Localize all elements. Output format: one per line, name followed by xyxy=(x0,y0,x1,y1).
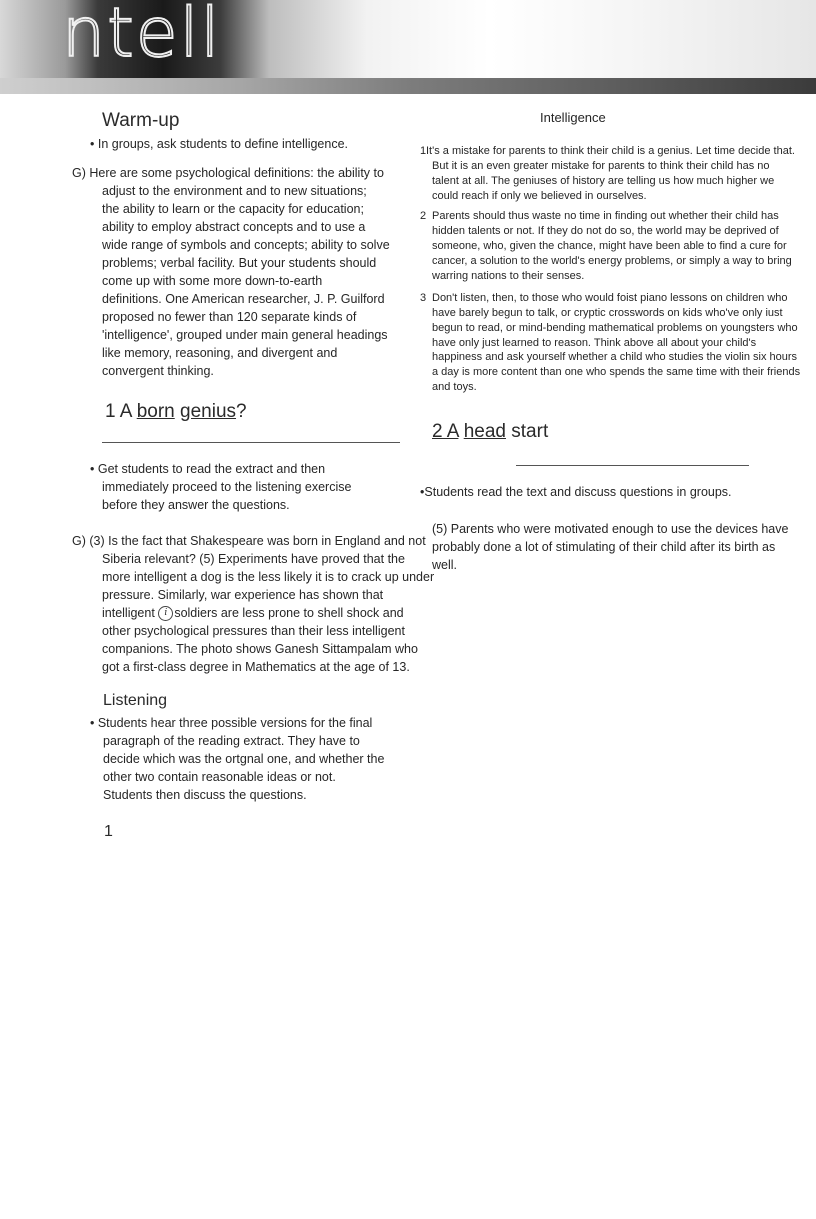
warmup-line: adjust to the environment and to new situations; xyxy=(102,184,367,198)
paragraph-line: It's a mistake for parents to think their child is a genius. Let time decide that. xyxy=(426,145,795,157)
section2-bullet-text: Students read the text and discuss questions in groups. xyxy=(424,485,732,499)
warmup-line: problems; verbal facility. But your students should xyxy=(102,256,377,270)
paragraph-line: could reach if only we believed in ourselves. xyxy=(432,190,647,202)
paragraph-number: 1 xyxy=(420,145,427,157)
warmup-bullet: • In groups, ask students to define intelligence. xyxy=(90,137,349,151)
section1-note-line: Siberia relevant? (5) Experiments have proved that the xyxy=(102,552,405,566)
paragraph-line: happiness and ask yourself whether a child who studies the violin six hours xyxy=(432,351,798,363)
section2-note-line: well. xyxy=(432,558,458,572)
section1-tail: ? xyxy=(236,401,247,422)
section1-heading xyxy=(105,401,247,423)
listening-line: Students then discuss the questions. xyxy=(103,788,307,802)
warmup-line: the ability to learn or the capacity for education; xyxy=(102,202,364,216)
paragraph-line: have only just learned to reason. Think above all about your child's xyxy=(432,337,757,349)
section1-rule xyxy=(102,442,400,443)
section2-number: 2 A xyxy=(432,421,459,442)
reading-title: Intelligence xyxy=(540,110,606,125)
section1-note-line: pressure. Similarly, war experience has shown that xyxy=(102,588,384,602)
warmup-line: like memory, reasoning, and divergent and xyxy=(102,346,338,360)
listening-line: other two contain reasonable ideas or not. xyxy=(103,770,336,784)
section2-note-line: probably done a lot of stimulating of their child after its birth as xyxy=(432,540,776,554)
section1-bullet-line: before they answer the questions. xyxy=(102,498,290,512)
section1-word-born: born xyxy=(136,401,175,422)
warmup-line: G) Here are some psychological definitions: the ability to xyxy=(72,166,384,180)
section2-rule xyxy=(516,465,749,466)
paragraph-line: cancer, a solution to the world's energy problems, or simply a way to bring xyxy=(432,255,792,267)
section1-bullet-line: immediately proceed to the listening exercise xyxy=(102,480,352,494)
paragraph-number: 3 xyxy=(420,292,427,304)
paragraph-line: begun to read, or mind-bending mathematical problems on youngsters who xyxy=(432,322,798,334)
section1-bullet-line: • Get students to read the extract and then xyxy=(90,462,326,476)
section2-word-head: head xyxy=(463,421,506,442)
paragraph-line: someone, who, given the chance, might have been able to find a cure for xyxy=(432,240,787,252)
paragraph-line: a day is more content than one who spends the same time with their friends xyxy=(432,366,801,378)
section1-note-line: other psychological pressures than their less intelligent xyxy=(102,624,405,638)
paragraph-line: But it is an even greater mistake for parents to think their child has no xyxy=(432,160,770,172)
warmup-line: 'intelligence', grouped under main general headings xyxy=(102,328,388,342)
section1-note-line xyxy=(102,604,404,622)
listening-line: paragraph of the reading extract. They have to xyxy=(103,734,360,748)
banner-title: ntell xyxy=(62,0,222,73)
warmup-line: come up with some more down-to-earth xyxy=(102,274,323,288)
section1-word-genius: genius xyxy=(180,401,237,422)
section1-note-word: intelligent xyxy=(102,606,155,620)
paragraph-line: warring nations to their senses. xyxy=(432,270,585,282)
warmup-line: ability to employ abstract concepts and to use a xyxy=(102,220,366,234)
paragraph-line: Parents should thus waste no time in finding out whether their child has xyxy=(432,210,779,222)
info-icon: i xyxy=(158,606,173,621)
section1-number: 1 A xyxy=(105,401,132,422)
section1-note-line: G) (3) Is the fact that Shakespeare was born in England and not xyxy=(72,534,426,548)
paragraph-line: have barely begun to talk, or cryptic crosswords on kids who've only iust xyxy=(432,307,783,319)
listening-heading: Listening xyxy=(103,692,168,709)
paragraph-line: and toys. xyxy=(432,381,477,393)
section1-note-line: got a first-class degree in Mathematics at the age of 13. xyxy=(102,660,410,674)
section1-note-line: more intelligent a dog is the less likely it is to crack up under xyxy=(102,570,435,584)
warmup-line: convergent thinking. xyxy=(102,364,214,378)
bullet-dot: • xyxy=(420,485,425,499)
header-banner-strip xyxy=(0,78,816,94)
warmup-heading: Warm-up xyxy=(102,110,180,131)
paragraph-number: 2 xyxy=(420,210,427,222)
paragraph-line: Don't listen, then, to those who would foist piano lessons on children who xyxy=(432,292,788,304)
listening-line: • Students hear three possible versions for the final xyxy=(90,716,373,730)
section2-heading xyxy=(432,421,548,443)
section1-note-word: soldiers are less prone to shell shock and xyxy=(174,606,404,620)
section2-bullet xyxy=(420,483,732,501)
paragraph-line: hidden talents or not. If they do not do so, the world may be deprived of xyxy=(432,225,779,237)
warmup-line: wide range of symbols and concepts; ability to solve xyxy=(102,238,390,252)
paragraph-line: talent at all. The geniuses of history are telling us how much higher we xyxy=(432,175,775,187)
page-number: 1 xyxy=(104,823,113,840)
section2-tail: start xyxy=(511,421,549,442)
warmup-line: proposed no fewer than 120 separate kinds of xyxy=(102,310,357,324)
section2-note-line: (5) Parents who were motivated enough to use the devices have xyxy=(432,522,789,536)
listening-line: decide which was the ortgnal one, and whether the xyxy=(103,752,385,766)
warmup-line: definitions. One American researcher, J. P. Guilford xyxy=(102,292,385,306)
section1-note-line: companions. The photo shows Ganesh Sittampalam who xyxy=(102,642,418,656)
